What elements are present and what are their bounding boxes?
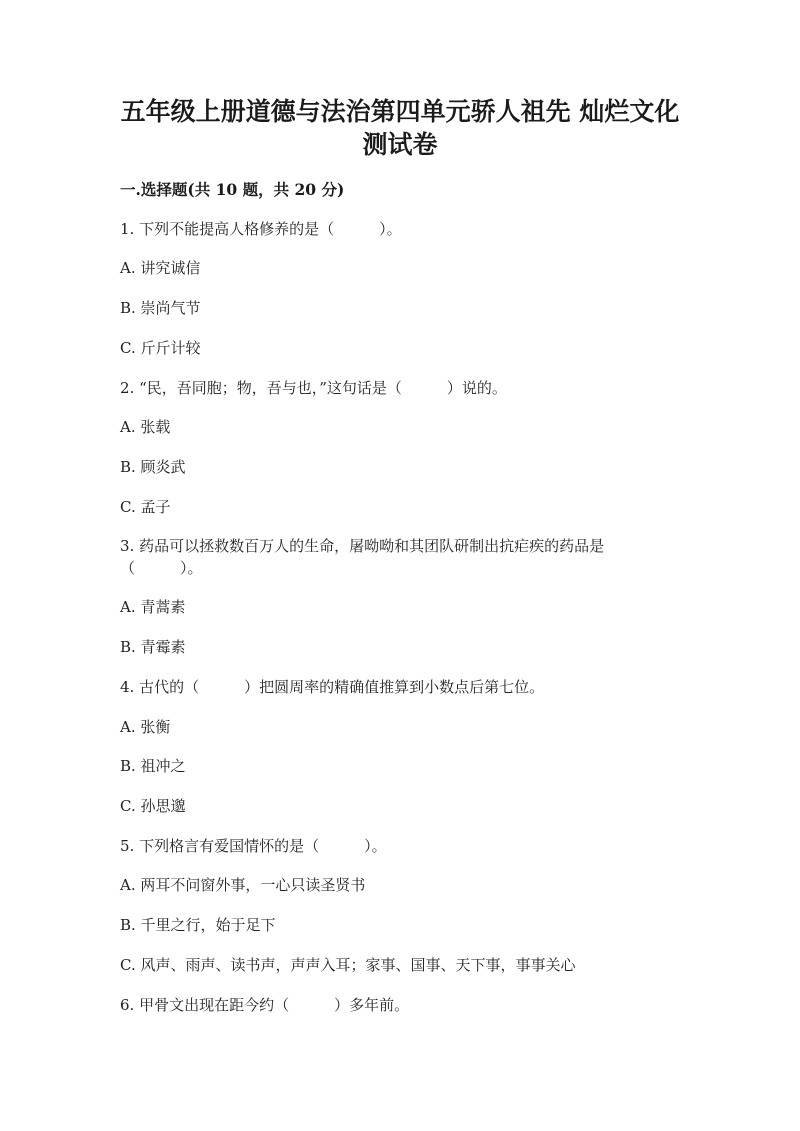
question-2-stem: 2. “民，吾同胞；物，吾与也，”这句话是（ ）说的。 <box>120 379 507 397</box>
question-4-option-c: C. 孙思邈 <box>120 797 186 815</box>
question-2-option-c: C. 孟子 <box>120 498 171 516</box>
section-heading: 一.选择题(共 10 题，共 20 分) <box>120 180 345 199</box>
question-1-option-b: B. 崇尚气节 <box>120 299 201 317</box>
question-1-option-a: A. 讲究诚信 <box>120 259 201 277</box>
question-3-option-a: A. 青蒿素 <box>120 598 186 616</box>
question-4-option-b: B. 祖冲之 <box>120 757 186 775</box>
question-3-option-b: B. 青霉素 <box>120 638 186 656</box>
question-6-stem: 6. 甲骨文出现在距今约（ ）多年前。 <box>120 996 410 1014</box>
document-title-line1: 五年级上册道德与法治第四单元骄人祖先 灿烂文化 <box>120 97 680 126</box>
document-title-line2: 测试卷 <box>362 130 438 159</box>
question-4-stem: 4. 古代的（ ）把圆周率的精确值推算到小数点后第七位。 <box>120 678 545 696</box>
question-5-stem: 5. 下列格言有爱国情怀的是（ ）。 <box>120 837 387 855</box>
question-1-stem: 1. 下列不能提高人格修养的是（ ）。 <box>120 220 402 238</box>
question-5-option-b: B. 千里之行，始于足下 <box>120 916 276 934</box>
question-3-stem-continued: （ ）。 <box>120 559 203 577</box>
question-5-option-c: C. 风声、雨声、读书声，声声入耳；家事、国事、天下事，事事关心 <box>120 956 576 974</box>
question-3-stem: 3. 药品可以拯救数百万人的生命，屠呦呦和其团队研制出抗疟疾的药品是 <box>120 537 605 555</box>
question-5-option-a: A. 两耳不问窗外事，一心只读圣贤书 <box>120 876 366 894</box>
question-4-option-a: A. 张衡 <box>120 718 171 736</box>
question-2-option-a: A. 张载 <box>120 418 171 436</box>
question-2-option-b: B. 顾炎武 <box>120 458 186 476</box>
question-1-option-c: C. 斤斤计较 <box>120 339 201 357</box>
